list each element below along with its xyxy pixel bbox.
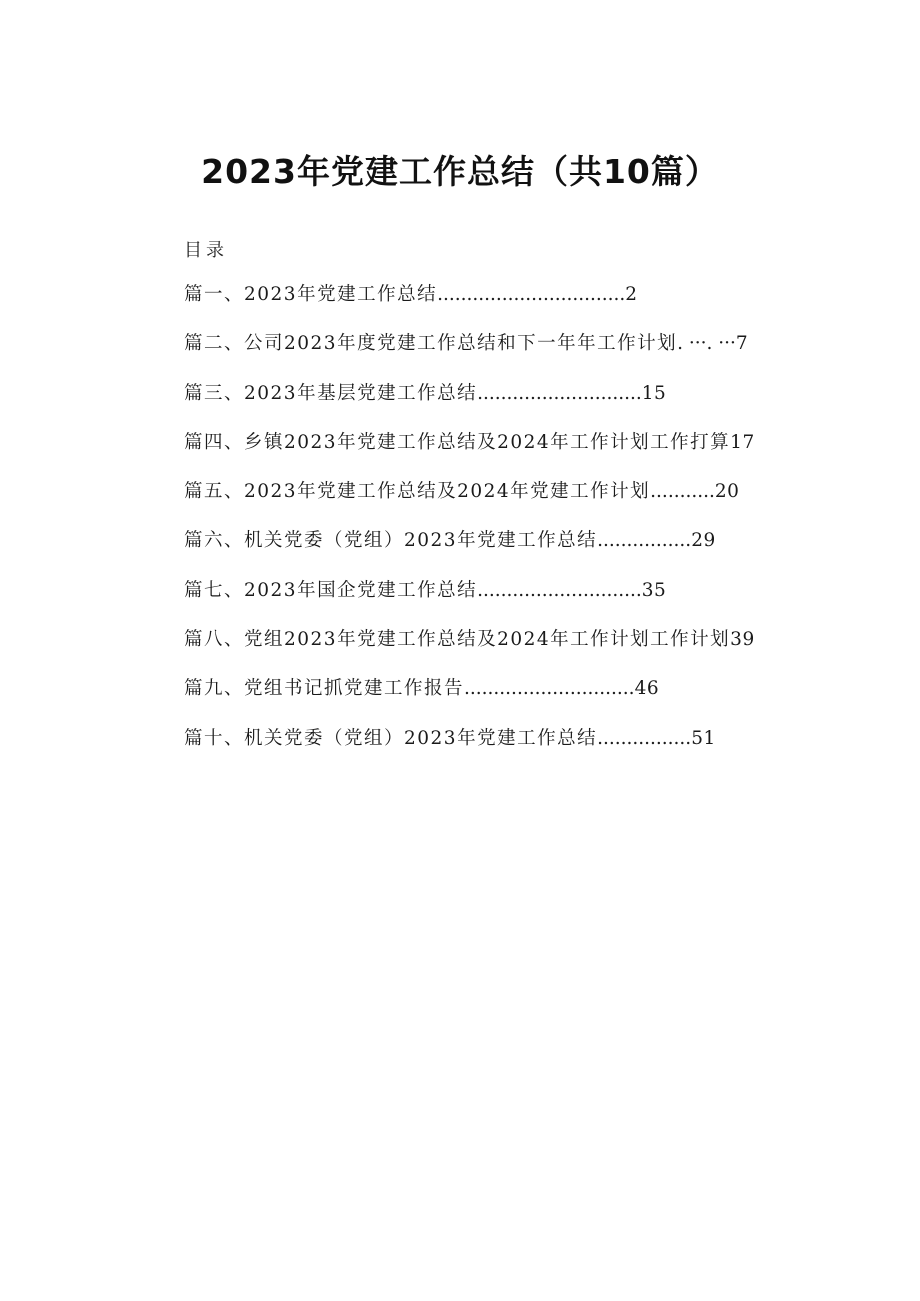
toc-entry[interactable] xyxy=(184,526,784,575)
toc-page-number: 20 xyxy=(714,481,740,503)
toc-page-number: 39 xyxy=(730,629,755,651)
toc-entry[interactable] xyxy=(184,329,784,378)
toc-entry[interactable] xyxy=(184,379,784,428)
toc-entry[interactable] xyxy=(184,576,784,625)
toc-entry-title: 篇二、公司2023年度党建工作总结和下一年年工作计划 xyxy=(184,333,678,355)
toc-entry[interactable] xyxy=(184,280,784,329)
toc-entry-title: 篇九、党组书记抓党建工作报告 xyxy=(184,678,465,700)
toc-entry-title: 篇五、2023年党建工作总结及2024年党建工作计划 xyxy=(184,481,651,503)
toc-leader-dots: ............................ xyxy=(477,579,642,601)
toc-leader-dots: ........... xyxy=(650,481,715,503)
toc-leader-dots: ................................ xyxy=(437,284,626,305)
toc-leader-dots: ................ xyxy=(597,727,692,749)
toc-entry[interactable] xyxy=(184,625,784,674)
toc-entry[interactable] xyxy=(184,724,784,773)
toc-page-number: 51 xyxy=(691,727,716,749)
toc-page-number: 29 xyxy=(691,530,716,552)
toc-entry-title: 篇七、2023年国企党建工作总结 xyxy=(184,579,478,601)
table-of-contents xyxy=(184,280,784,773)
toc-entry-title: 篇六、机关党委（党组）2023年党建工作总结 xyxy=(184,530,598,552)
toc-entry-title: 篇十、机关党委（党组）2023年党建工作总结 xyxy=(184,727,598,749)
toc-heading: 目录 xyxy=(184,240,228,261)
toc-entry-title: 篇八、党组2023年党建工作总结及2024年工作计划工作计划 xyxy=(184,629,731,651)
toc-page-number: 7 xyxy=(735,333,749,355)
toc-page-number: 17 xyxy=(730,431,755,453)
toc-leader-dots: ................ xyxy=(597,530,692,552)
toc-entry[interactable] xyxy=(184,674,784,723)
toc-entry-title: 篇一、2023年党建工作总结 xyxy=(184,284,438,305)
toc-entry-title: 篇四、乡镇2023年党建工作总结及2024年工作计划工作打算 xyxy=(184,431,731,453)
toc-leader-dots: ............................. xyxy=(464,678,635,700)
toc-page-number: 2 xyxy=(625,284,638,305)
toc-page-number: 35 xyxy=(641,579,667,601)
document-title: 2023年党建工作总结（共10篇） xyxy=(201,152,719,191)
toc-page-number: 15 xyxy=(641,382,667,404)
toc-entry[interactable] xyxy=(184,477,784,526)
toc-entry-title: 篇三、2023年基层党建工作总结 xyxy=(184,382,478,404)
toc-entry[interactable] xyxy=(184,428,784,477)
toc-leader-dots: ............................ xyxy=(477,382,642,404)
toc-page-number: 46 xyxy=(634,678,660,700)
toc-leader-dots: . ···. ··· xyxy=(677,333,736,355)
